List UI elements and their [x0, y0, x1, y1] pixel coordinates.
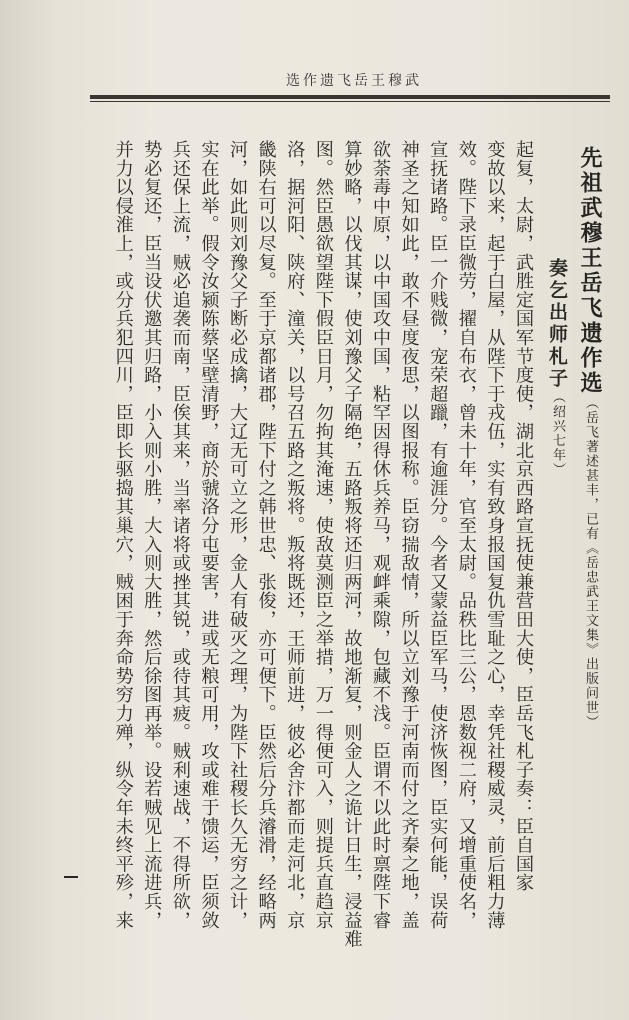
- running-head: 选作遗飞岳王穆武: [286, 73, 422, 89]
- text-column: 势必复还，臣当设伏邀其归路，小入则小胜，大入则大胜，然后徐图再举。设若贼见上流进兵，: [141, 140, 163, 930]
- text-column: 算妙略，以伐其谋，使刘豫父子隔绝，五路叛将还归两河，故地渐复，则金人之诡计日生，浸益难: [341, 140, 363, 949]
- text-column: 畿陕右可以尽复。至于京都诸郡，陛下付之韩世忠、张俊，亦可便下。臣然后分兵濬滑，经略两: [255, 140, 277, 930]
- memorial-title-main: 奏乞出师札子: [546, 258, 568, 390]
- text-column: 效。陛下录臣微劳，擢自布衣，曾未十年，官至太尉。品秩比三公，恩数视二府，又增重使名，: [455, 140, 477, 930]
- vertical-text-body: [107, 140, 607, 960]
- text-column: 变故以来，起于白屋，从陛下于戎伍，实有致身报国复仇雪耻之心，幸凭社稷威灵，前后粗力薄: [484, 140, 506, 930]
- text-column: 图。然臣愚欲望陛下假臣日月，勿拘其淹速，使敌莫测臣之举措，万一得便可入，则提兵直趋京: [312, 140, 334, 930]
- article-title-main: 先祖武穆王岳飞遗作选: [577, 146, 603, 396]
- text-column: 实在此举。假令汝颍陈蔡坚壁清野，商於虢洛分屯要害，进或无粮可用，攻或难于馈运，臣须敛: [198, 140, 220, 930]
- margin-mark: [64, 876, 78, 878]
- memorial-title-note: （绍兴七年）: [550, 390, 565, 477]
- header-rule-thin: [90, 101, 610, 102]
- text-column: 河，如此则刘豫父子断必成擒，大辽无可立之形，金人有破灭之理，为陛下社稷长久无穷之计，: [227, 140, 249, 930]
- text-column: 并力以侵淮上，或分兵犯四川，臣即长驱捣其巢穴，贼困于奔命势穷力殚，纵令年未终平殄，来: [112, 140, 134, 930]
- article-title: [573, 140, 607, 960]
- text-column: 洛，据河阳、陕府、潼关，以号召五路之叛将。叛将既还，王师前进，彼必舍汴都而走河北，京: [284, 140, 306, 930]
- text-column: 欲荼毒中原，以中国攻中国，粘罕因得休兵养马，观衅乘隙，包藏不浅。臣谓不以此时禀陛下睿: [370, 140, 392, 930]
- article-title-note: （岳飞著述甚丰，已有《岳忠武王文集》出版问世）: [583, 396, 598, 730]
- text-column: 兵还保上流，贼必追袭而南，臣俟其来，当率诸将或挫其锐，或待其疲。贼利速战，不得所欲，: [169, 140, 191, 930]
- facing-page-bleed: [0, 0, 58, 1020]
- text-column: 神圣之知如此，敢不昼度夜思，以图报称。臣窃揣敌情，所以立刘豫于河南而付之齐秦之地，盖: [398, 140, 420, 930]
- header-rule-thick: [90, 95, 610, 99]
- text-column: 起复，太尉，武胜定国军节度使，湖北京西路宣抚使兼营田大使，臣岳飞札子奏：臣自国家: [513, 140, 534, 892]
- memorial-title: [541, 140, 573, 960]
- text-column: 宣抚诸路。臣一介贱微，宠荣超躐，有逾涯分。今者又蒙益臣军马，使济恢图，臣实何能，误荷: [427, 140, 449, 930]
